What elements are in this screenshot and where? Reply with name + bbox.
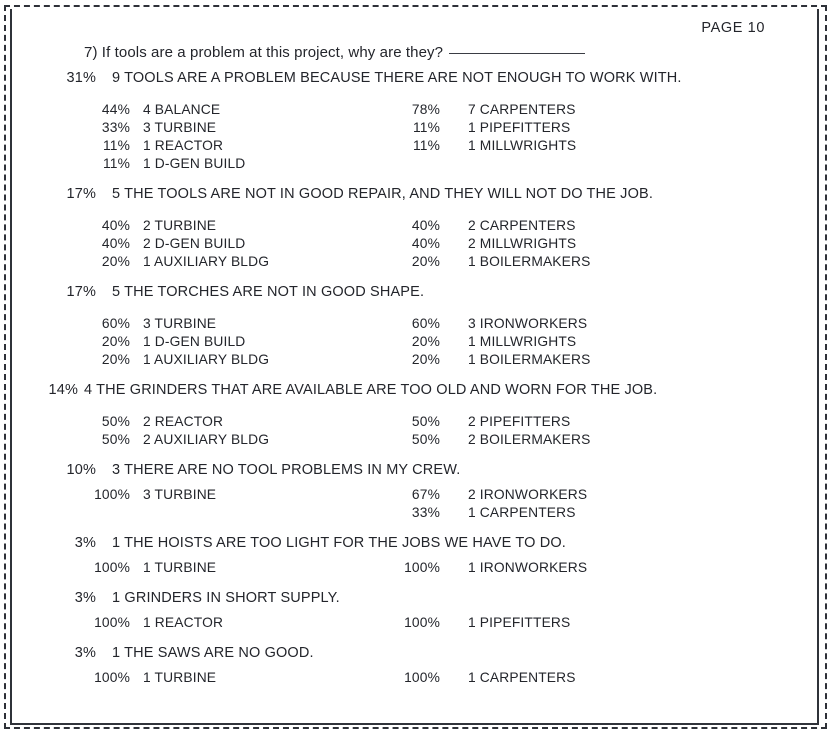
breakdown-area-percent: 100% xyxy=(94,560,130,575)
breakdown-craft-percent: 11% xyxy=(412,120,440,135)
breakdown-area-percent: 20% xyxy=(101,352,130,367)
breakdown-craft-percent: 100% xyxy=(404,560,440,575)
breakdown-row xyxy=(0,505,833,523)
breakdown-craft-percent: 20% xyxy=(411,254,440,269)
breakdown-rows xyxy=(0,615,833,633)
response-percent: 3% xyxy=(74,590,96,606)
breakdown-craft-label: 2 PIPEFITTERS xyxy=(468,414,571,429)
answer-blank-line xyxy=(449,53,585,54)
breakdown-craft-percent: 40% xyxy=(411,218,440,233)
breakdown-row xyxy=(0,432,833,450)
response-headline xyxy=(0,590,833,613)
response-statement: 9 TOOLS ARE A PROBLEM BECAUSE THERE ARE NOT ENOUGH TO WORK WITH. xyxy=(112,70,682,86)
response-headline xyxy=(0,70,833,93)
breakdown-craft-percent: 67% xyxy=(411,487,440,502)
response-headline xyxy=(0,186,833,209)
response-percent: 17% xyxy=(66,284,96,300)
breakdown-craft-label: 3 IRONWORKERS xyxy=(468,316,588,331)
breakdown-area-percent: 40% xyxy=(101,236,130,251)
breakdown-area-label: 1 AUXILIARY BLDG xyxy=(143,352,270,367)
page-number-label: PAGE 10 xyxy=(701,20,765,36)
response-headline xyxy=(0,645,833,668)
breakdown-craft-label: 1 MILLWRIGHTS xyxy=(468,334,577,349)
breakdown-row xyxy=(0,615,833,633)
breakdown-area-percent: 20% xyxy=(101,254,130,269)
breakdown-area-percent: 40% xyxy=(101,218,130,233)
breakdown-craft-percent: 11% xyxy=(412,138,440,153)
breakdown-craft-label: 1 BOILERMAKERS xyxy=(468,254,591,269)
breakdown-row xyxy=(0,218,833,236)
response-headline xyxy=(0,535,833,558)
response-percent: 17% xyxy=(66,186,96,202)
breakdown-row xyxy=(0,138,833,156)
response-group xyxy=(0,186,833,272)
response-group xyxy=(0,70,833,174)
breakdown-row xyxy=(0,254,833,272)
breakdown-row xyxy=(0,560,833,578)
breakdown-craft-label: 1 PIPEFITTERS xyxy=(468,120,571,135)
breakdown-area-percent: 50% xyxy=(101,414,130,429)
breakdown-craft-label: 1 MILLWRIGHTS xyxy=(468,138,577,153)
breakdown-rows xyxy=(0,487,833,523)
breakdown-craft-percent: 50% xyxy=(411,414,440,429)
response-statement: 5 THE TORCHES ARE NOT IN GOOD SHAPE. xyxy=(112,284,425,300)
response-group xyxy=(0,535,833,578)
breakdown-craft-percent: 60% xyxy=(411,316,440,331)
breakdown-rows xyxy=(0,218,833,272)
breakdown-rows xyxy=(0,670,833,688)
breakdown-rows xyxy=(0,316,833,370)
response-statement: 1 THE HOISTS ARE TOO LIGHT FOR THE JOBS WE HAVE TO DO. xyxy=(112,535,566,551)
breakdown-craft-label: 1 BOILERMAKERS xyxy=(468,352,591,367)
breakdown-area-label: 1 REACTOR xyxy=(143,615,224,630)
response-group xyxy=(0,645,833,688)
breakdown-area-percent: 20% xyxy=(101,334,130,349)
breakdown-area-label: 3 TURBINE xyxy=(143,120,217,135)
breakdown-craft-label: 2 BOILERMAKERS xyxy=(468,432,591,447)
breakdown-craft-label: 2 CARPENTERS xyxy=(468,218,576,233)
breakdown-craft-percent: 40% xyxy=(411,236,440,251)
response-percent: 10% xyxy=(66,462,96,478)
response-group xyxy=(0,284,833,370)
breakdown-craft-label: 2 IRONWORKERS xyxy=(468,487,588,502)
breakdown-area-label: 1 REACTOR xyxy=(143,138,224,153)
breakdown-area-percent: 11% xyxy=(102,138,130,153)
response-headline xyxy=(0,284,833,307)
response-percent: 14% xyxy=(48,382,78,398)
breakdown-row xyxy=(0,102,833,120)
response-headline xyxy=(0,462,833,485)
breakdown-area-label: 2 TURBINE xyxy=(143,218,217,233)
breakdown-row xyxy=(0,334,833,352)
breakdown-area-percent: 11% xyxy=(102,156,130,171)
survey-question xyxy=(84,44,585,61)
response-group xyxy=(0,590,833,633)
response-percent: 3% xyxy=(74,645,96,661)
breakdown-craft-percent: 33% xyxy=(411,505,440,520)
breakdown-area-label: 4 BALANCE xyxy=(143,102,221,117)
breakdown-area-percent: 100% xyxy=(94,487,130,502)
breakdown-area-label: 2 REACTOR xyxy=(143,414,224,429)
breakdown-area-percent: 44% xyxy=(101,102,130,117)
response-group xyxy=(0,382,833,450)
breakdown-area-label: 1 D-GEN BUILD xyxy=(143,334,246,349)
breakdown-row xyxy=(0,352,833,370)
response-percent: 3% xyxy=(74,535,96,551)
breakdown-craft-label: 1 IRONWORKERS xyxy=(468,560,588,575)
response-statement: 3 THERE ARE NO TOOL PROBLEMS IN MY CREW. xyxy=(112,462,461,478)
breakdown-area-percent: 50% xyxy=(101,432,130,447)
response-percent: 31% xyxy=(66,70,96,86)
response-headline xyxy=(0,382,833,405)
breakdown-row xyxy=(0,120,833,138)
breakdown-row xyxy=(0,414,833,432)
breakdown-craft-label: 1 PIPEFITTERS xyxy=(468,615,571,630)
breakdown-area-label: 3 TURBINE xyxy=(143,316,217,331)
breakdown-area-label: 1 AUXILIARY BLDG xyxy=(143,254,270,269)
breakdown-area-label: 2 D-GEN BUILD xyxy=(143,236,246,251)
results-list xyxy=(0,70,833,688)
response-group xyxy=(0,462,833,523)
breakdown-craft-percent: 100% xyxy=(404,670,440,685)
breakdown-craft-percent: 100% xyxy=(404,615,440,630)
breakdown-area-label: 1 D-GEN BUILD xyxy=(143,156,246,171)
response-statement: 1 GRINDERS IN SHORT SUPPLY. xyxy=(112,590,340,606)
breakdown-craft-percent: 50% xyxy=(411,432,440,447)
breakdown-area-label: 3 TURBINE xyxy=(143,487,217,502)
breakdown-area-percent: 33% xyxy=(101,120,130,135)
breakdown-craft-label: 1 CARPENTERS xyxy=(468,670,576,685)
breakdown-craft-label: 1 CARPENTERS xyxy=(468,505,576,520)
breakdown-area-percent: 60% xyxy=(101,316,130,331)
response-statement: 4 THE GRINDERS THAT ARE AVAILABLE ARE TOO OLD AND WORN FOR THE JOB. xyxy=(84,382,658,398)
breakdown-rows xyxy=(0,102,833,174)
breakdown-row xyxy=(0,156,833,174)
response-statement: 1 THE SAWS ARE NO GOOD. xyxy=(112,645,314,661)
breakdown-area-percent: 100% xyxy=(94,615,130,630)
breakdown-craft-percent: 20% xyxy=(411,334,440,349)
survey-question-text: 7) If tools are a problem at this project, why are they? xyxy=(84,44,444,61)
breakdown-row xyxy=(0,236,833,254)
breakdown-row xyxy=(0,316,833,334)
breakdown-craft-percent: 78% xyxy=(411,102,440,117)
response-statement: 5 THE TOOLS ARE NOT IN GOOD REPAIR, AND THEY WILL NOT DO THE JOB. xyxy=(112,186,654,202)
breakdown-area-label: 2 AUXILIARY BLDG xyxy=(143,432,270,447)
breakdown-area-percent: 100% xyxy=(94,670,130,685)
breakdown-area-label: 1 TURBINE xyxy=(143,560,217,575)
breakdown-craft-label: 2 MILLWRIGHTS xyxy=(468,236,577,251)
breakdown-craft-label: 7 CARPENTERS xyxy=(468,102,576,117)
breakdown-row xyxy=(0,670,833,688)
breakdown-rows xyxy=(0,414,833,450)
breakdown-craft-percent: 20% xyxy=(411,352,440,367)
breakdown-row xyxy=(0,487,833,505)
breakdown-rows xyxy=(0,560,833,578)
breakdown-area-label: 1 TURBINE xyxy=(143,670,217,685)
